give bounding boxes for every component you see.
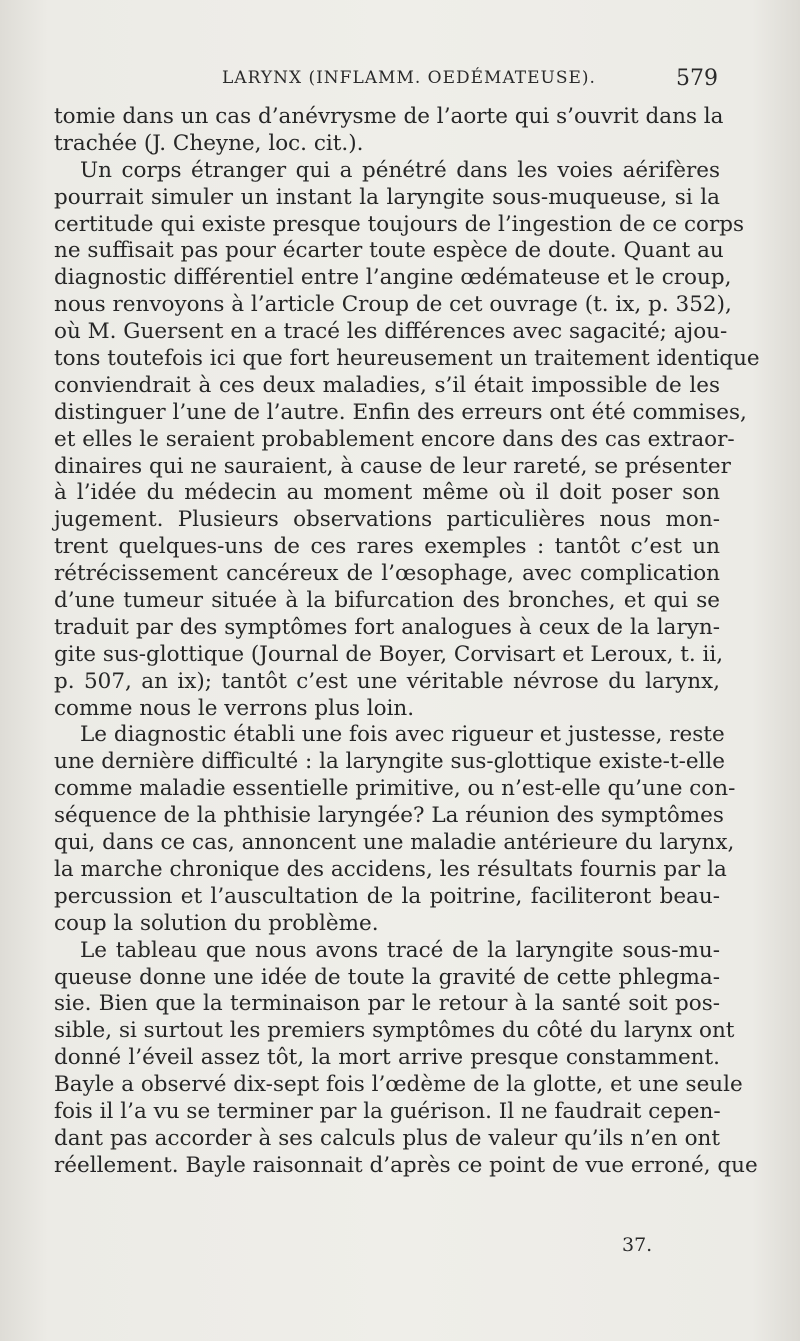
text-line: sible, si surtout les premiers symptômes du côté du larynx ont	[54, 1018, 735, 1044]
text-line: sie. Bien que la terminaison par le retour à la santé soit pos-	[54, 991, 720, 1017]
running-head: LARYNX (INFLAMM. OEDÉMATEUSE).	[222, 68, 596, 88]
text-line: dinaires qui ne sauraient, à cause de leur rareté, se présenter	[54, 453, 731, 479]
text-line: réellement. Bayle raisonnait d’après ce point de vue erroné, que	[54, 1152, 758, 1178]
text-line: tons toutefois ici que fort heureusement un traitement identique	[54, 346, 760, 372]
text-line: coup la solution du problème.	[54, 910, 379, 936]
text-line: conviendrait à ces deux maladies, s’il était impossible de les	[54, 372, 720, 398]
text-line: jugement. Plusieurs observations particulières nous mon-	[54, 507, 720, 533]
page-header	[0, 68, 800, 98]
text-line: rétrécissement cancéreux de l’œsophage, avec complication	[54, 561, 720, 587]
text-line: Le diagnostic établi une fois avec rigueur et justesse, reste	[80, 722, 725, 748]
text-line: et elles le seraient probablement encore dans des cas extraor-	[54, 426, 735, 452]
text-line: traduit par des symptômes fort analogues à ceux de la laryn-	[54, 614, 720, 640]
text-line: à l’idée du médecin au moment même où il doit poser son	[54, 480, 720, 506]
text-line: comme maladie essentielle primitive, ou n’est-elle qu’une con-	[54, 776, 736, 802]
text-line: pourrait simuler un instant la laryngite sous-muqueuse, si la	[54, 184, 720, 210]
text-line: Un corps étranger qui a pénétré dans les voies aérifères	[80, 157, 720, 183]
text-line: gite sus-glottique (Journal de Boyer, Corvisart et Leroux, t. ii,	[54, 641, 724, 667]
text-line: queuse donne une idée de toute la gravité de cette phlegma-	[54, 964, 720, 990]
text-line: trent quelques-uns de ces rares exemples : tantôt c’est un	[54, 534, 720, 560]
text-line: donné l’éveil assez tôt, la mort arrive presque constamment.	[54, 1045, 720, 1071]
text-line: une dernière difficulté : la laryngite sus-glottique existe-t-elle	[54, 749, 726, 775]
text-line: fois il l’a vu se terminer par la guérison. Il ne faudrait cepen-	[54, 1098, 721, 1124]
text-line: qui, dans ce cas, annoncent une maladie antérieure du larynx,	[54, 830, 735, 856]
text-line: la marche chronique des accidens, les résultats fournis par la	[54, 856, 727, 882]
text-line: Bayle a observé dix-sept fois l’œdème de la glotte, et une seule	[54, 1072, 743, 1098]
text-line: séquence de la phthisie laryngée? La réunion des symptômes	[54, 803, 724, 829]
text-line: certitude qui existe presque toujours de l’ingestion de ce corps	[54, 211, 745, 237]
text-line: où M. Guersent en a tracé les différences avec sagacité; ajou-	[54, 319, 728, 345]
text-line: nous renvoyons à l’article Croup de cet ouvrage (t. ix, p. 352),	[54, 292, 732, 318]
text-line: Le tableau que nous avons tracé de la laryngite sous-mu-	[80, 937, 720, 963]
text-line: comme nous le verrons plus loin.	[54, 695, 415, 721]
text-line: trachée (J. Cheyne, loc. cit.).	[54, 130, 364, 156]
text-line: ne suffisait pas pour écarter toute espèce de doute. Quant au	[54, 238, 724, 264]
text-line: dant pas accorder à ses calculs plus de valeur qu’ils n’en ont	[54, 1125, 720, 1151]
text-line: p. 507, an ix); tantôt c’est une véritable névrose du larynx,	[54, 668, 720, 694]
text-line: d’une tumeur située à la bifurcation des bronches, et qui se	[54, 588, 720, 614]
page-number: 579	[676, 66, 718, 91]
text-line: diagnostic différentiel entre l’angine œdémateuse et le croup,	[54, 265, 732, 291]
text-line: tomie dans un cas d’anévrysme de l’aorte qui s’ouvrit dans la	[54, 104, 724, 129]
text-line: percussion et l’auscultation de la poitrine, faciliteront beau-	[54, 883, 720, 909]
signature-mark: 37.	[622, 1234, 653, 1256]
text-line: distinguer l’une de l’autre. Enfin des erreurs ont été commises,	[54, 399, 747, 425]
body-text	[54, 104, 760, 1180]
